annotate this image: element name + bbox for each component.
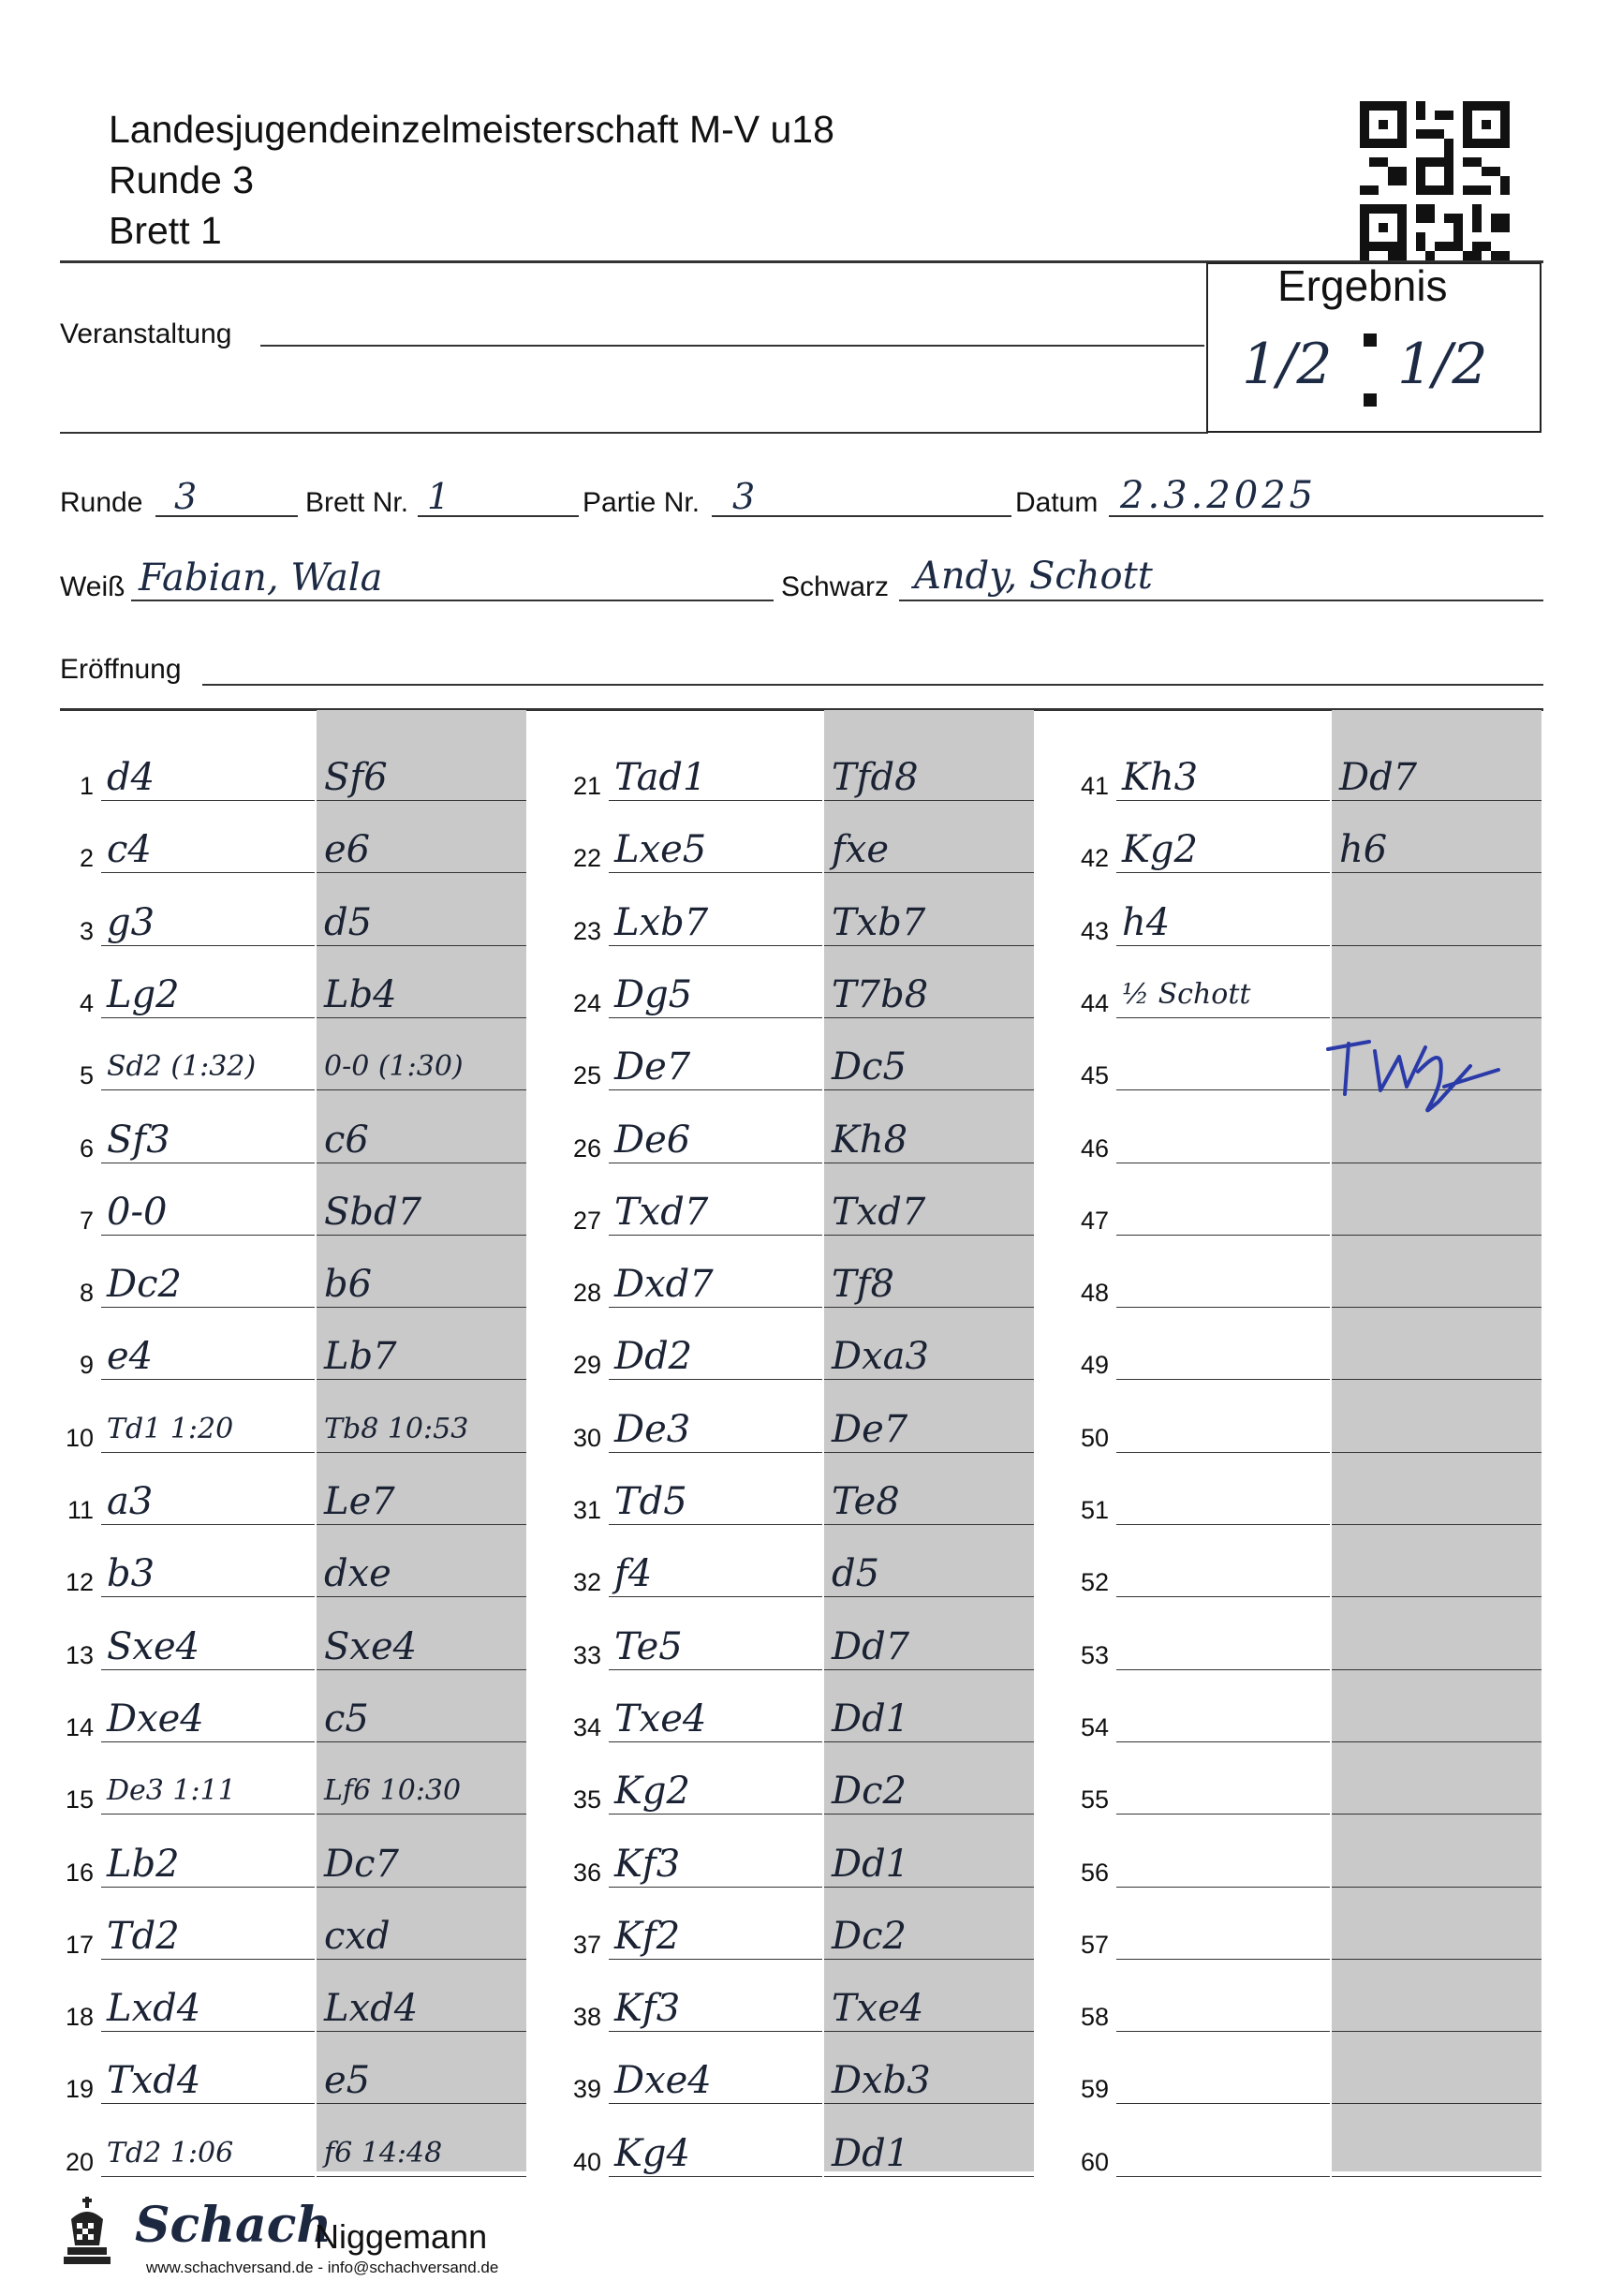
result-label: Ergebnis xyxy=(1277,261,1448,310)
white-move-line xyxy=(609,2176,822,2177)
black-move-line xyxy=(824,2103,1034,2104)
move-number: 39 xyxy=(572,2075,601,2103)
game-label: Partie Nr. xyxy=(583,487,701,518)
board-label: Brett Nr. xyxy=(305,487,409,518)
white-move-line xyxy=(609,1741,822,1742)
white-move[interactable]: De7 xyxy=(614,1045,691,1089)
white-move-line xyxy=(101,1669,315,1670)
result-separator-2 xyxy=(1364,393,1377,407)
white-move[interactable]: h4 xyxy=(1122,901,1171,944)
black-move[interactable]: e6 xyxy=(324,828,371,871)
black-move[interactable]: b6 xyxy=(324,1263,373,1306)
black-move-line xyxy=(1332,1959,1542,1960)
white-value[interactable]: Fabian, Wala xyxy=(139,556,383,600)
move-number: 42 xyxy=(1080,844,1109,872)
white-move-line xyxy=(101,1959,315,1960)
white-move-line xyxy=(609,1814,822,1815)
opening-field[interactable] xyxy=(202,684,1543,686)
white-move-line xyxy=(609,1379,822,1380)
black-move-line xyxy=(317,1524,526,1525)
black-move-line xyxy=(824,2031,1034,2032)
round-label: Runde xyxy=(60,487,143,518)
white-field xyxy=(131,600,774,601)
white-move-line xyxy=(609,800,822,801)
black-move[interactable]: Dxa3 xyxy=(832,1335,929,1378)
black-move-line xyxy=(824,1524,1034,1525)
header-title-line-2: Runde 3 xyxy=(109,158,255,201)
black-moves-shade-col-3 xyxy=(1332,710,1542,2171)
move-number: 11 xyxy=(66,1496,94,1524)
black-move[interactable]: Txd7 xyxy=(832,1191,926,1234)
white-move-line xyxy=(101,945,315,946)
white-move[interactable]: Sd2 (1:32) xyxy=(107,1050,257,1083)
white-move[interactable]: Txe4 xyxy=(614,1697,707,1741)
black-move-line xyxy=(317,2103,526,2104)
white-move-line xyxy=(609,1307,822,1308)
move-number: 30 xyxy=(572,1424,601,1452)
black-move-line xyxy=(824,1669,1034,1670)
move-number: 31 xyxy=(572,1496,601,1524)
white-move-line xyxy=(609,1887,822,1888)
white-move[interactable]: c4 xyxy=(107,828,152,871)
white-move[interactable]: a3 xyxy=(107,1480,154,1523)
black-move[interactable]: Dd1 xyxy=(832,2132,910,2175)
white-move-line xyxy=(609,1235,822,1236)
black-move[interactable]: Dd1 xyxy=(832,1697,910,1741)
black-move-line xyxy=(824,1887,1034,1888)
white-move-line xyxy=(1116,1089,1330,1090)
white-move[interactable]: Tad1 xyxy=(614,756,707,799)
move-number: 38 xyxy=(572,2003,601,2031)
white-move[interactable]: De6 xyxy=(614,1118,691,1162)
white-move-line xyxy=(1116,1307,1330,1308)
move-number: 52 xyxy=(1080,1568,1109,1596)
black-move[interactable]: Lxd4 xyxy=(324,1987,419,2030)
qr-code xyxy=(1360,101,1510,260)
black-move-line xyxy=(824,945,1034,946)
black-move[interactable]: Lf6 10:30 xyxy=(324,1774,462,1807)
black-move-line xyxy=(317,1741,526,1742)
black-move[interactable]: Te8 xyxy=(832,1480,900,1523)
black-move-line xyxy=(1332,1887,1542,1888)
white-move-line xyxy=(1116,945,1330,946)
event-label: Veranstaltung xyxy=(60,318,232,349)
white-move[interactable]: Kf3 xyxy=(614,1843,681,1886)
move-number: 51 xyxy=(1080,1496,1109,1524)
white-move-line xyxy=(101,872,315,873)
white-move-line xyxy=(609,1669,822,1670)
white-move[interactable]: Td2 xyxy=(107,1915,180,1958)
black-move-line xyxy=(824,1089,1034,1090)
white-move-line xyxy=(101,1235,315,1236)
white-move-line xyxy=(101,1089,315,1090)
move-number: 7 xyxy=(79,1207,94,1235)
black-move-line xyxy=(317,945,526,946)
black-move[interactable]: Txb7 xyxy=(832,901,926,944)
move-number: 53 xyxy=(1080,1641,1109,1669)
black-move[interactable]: f6 14:48 xyxy=(324,2137,443,2170)
black-move-line xyxy=(317,1089,526,1090)
black-move-line xyxy=(1332,945,1542,946)
move-number: 27 xyxy=(572,1207,601,1235)
white-move[interactable]: Kg4 xyxy=(614,2132,690,2175)
white-move-line xyxy=(1116,872,1330,873)
result-black[interactable]: 1/2 xyxy=(1397,332,1488,397)
black-move-line xyxy=(1332,1017,1542,1018)
white-move-line xyxy=(101,1741,315,1742)
date-field xyxy=(1109,515,1543,517)
black-move-line xyxy=(317,2176,526,2177)
white-move-line xyxy=(609,1596,822,1597)
black-move[interactable]: Dd1 xyxy=(832,1843,910,1886)
header-title-line-3: Brett 1 xyxy=(109,209,222,252)
black-move[interactable]: dxe xyxy=(324,1552,391,1595)
black-move[interactable]: d5 xyxy=(832,1552,880,1595)
white-move-line xyxy=(609,2031,822,2032)
move-number: 33 xyxy=(572,1641,601,1669)
date-value[interactable]: 2.3.2025 xyxy=(1120,474,1318,517)
white-move[interactable]: Td5 xyxy=(614,1480,687,1523)
white-move[interactable]: 0-0 xyxy=(107,1191,168,1234)
white-move-line xyxy=(101,1307,315,1308)
move-number: 23 xyxy=(572,917,601,945)
move-number: 60 xyxy=(1080,2148,1109,2176)
black-move-line xyxy=(1332,2103,1542,2104)
white-move[interactable]: Dd2 xyxy=(614,1335,693,1378)
move-number: 4 xyxy=(79,989,94,1017)
black-move[interactable]: c6 xyxy=(324,1118,369,1162)
white-move[interactable]: Dg5 xyxy=(614,973,693,1016)
black-move-line xyxy=(1332,1235,1542,1236)
black-move-line xyxy=(1332,800,1542,801)
white-move[interactable]: Kh3 xyxy=(1122,756,1199,799)
move-number: 12 xyxy=(65,1568,94,1596)
black-move-line xyxy=(1332,1741,1542,1742)
move-number: 44 xyxy=(1080,989,1109,1017)
black-move-line xyxy=(317,872,526,873)
move-number: 56 xyxy=(1080,1859,1109,1887)
event-field[interactable] xyxy=(260,345,1204,347)
white-move-line xyxy=(101,2176,315,2177)
move-number: 14 xyxy=(65,1713,94,1741)
board-field xyxy=(418,515,579,517)
move-number: 3 xyxy=(79,917,94,945)
header-title-line-1: Landesjugendeinzelmeisterschaft M-V u18 xyxy=(109,108,834,151)
round-field xyxy=(155,515,298,517)
opening-label: Eröffnung xyxy=(60,654,182,685)
black-move-line xyxy=(1332,1379,1542,1380)
move-number: 49 xyxy=(1080,1351,1109,1379)
black-move-line xyxy=(824,800,1034,801)
white-move-line xyxy=(1116,1379,1330,1380)
move-number: 55 xyxy=(1080,1785,1109,1814)
black-move[interactable]: Tf8 xyxy=(832,1263,894,1306)
black-move-line xyxy=(317,1887,526,1888)
move-number: 15 xyxy=(65,1785,94,1814)
black-move-line xyxy=(317,2031,526,2032)
black-move-line xyxy=(824,1235,1034,1236)
black-move[interactable]: Sf6 xyxy=(324,756,388,799)
white-move[interactable]: Lb2 xyxy=(107,1843,180,1886)
black-move-line xyxy=(317,1669,526,1670)
white-move-line xyxy=(609,1452,822,1453)
black-move-line xyxy=(317,800,526,801)
move-number: 9 xyxy=(79,1351,94,1379)
white-move[interactable]: Lg2 xyxy=(107,973,180,1016)
white-move-line xyxy=(101,1452,315,1453)
white-move[interactable]: Kf3 xyxy=(614,1987,681,2030)
white-move-line xyxy=(1116,1814,1330,1815)
black-move[interactable]: Dd7 xyxy=(832,1625,910,1668)
white-move[interactable]: Txd7 xyxy=(614,1191,709,1234)
black-move-line xyxy=(1332,2176,1542,2177)
black-move-line xyxy=(317,1452,526,1453)
white-move-line xyxy=(1116,1017,1330,1018)
move-number: 48 xyxy=(1080,1279,1109,1307)
black-move[interactable]: Le7 xyxy=(324,1480,395,1523)
white-move[interactable]: Kg2 xyxy=(1122,828,1198,871)
black-value[interactable]: Andy, Schott xyxy=(914,555,1153,598)
signature-scribble xyxy=(1320,1029,1508,1141)
black-move-line xyxy=(824,1379,1034,1380)
white-move-line xyxy=(1116,2031,1330,2032)
white-move-line xyxy=(1116,800,1330,801)
white-move-line xyxy=(101,2103,315,2104)
white-move-line xyxy=(101,1379,315,1380)
move-number: 28 xyxy=(572,1279,601,1307)
move-number: 41 xyxy=(1080,772,1109,800)
black-move[interactable]: d5 xyxy=(324,901,373,944)
black-move-line xyxy=(317,1017,526,1018)
footer-contact: www.schachversand.de - info@schachversand.de xyxy=(146,2259,499,2276)
white-move[interactable]: Lxd4 xyxy=(107,1987,201,2030)
event-field-line-2 xyxy=(60,432,1208,434)
black-move-line xyxy=(317,1596,526,1597)
black-move-line xyxy=(1332,1669,1542,1670)
move-number: 18 xyxy=(65,2003,94,2031)
move-number: 36 xyxy=(572,1859,601,1887)
white-move[interactable]: Dxe4 xyxy=(107,1697,204,1741)
move-number: 43 xyxy=(1080,917,1109,945)
black-move-line xyxy=(1332,1307,1542,1308)
white-move[interactable]: Dc2 xyxy=(107,1263,182,1306)
white-move[interactable]: Kf2 xyxy=(614,1915,681,1958)
move-number: 5 xyxy=(79,1061,94,1089)
black-move-line xyxy=(824,1814,1034,1815)
move-number: 45 xyxy=(1080,1061,1109,1089)
white-move[interactable]: f4 xyxy=(614,1552,653,1595)
black-move[interactable]: De7 xyxy=(832,1408,908,1451)
white-move[interactable]: g3 xyxy=(107,901,155,944)
result-white[interactable]: 1/2 xyxy=(1242,332,1333,397)
round-value[interactable]: 3 xyxy=(174,476,198,517)
black-move[interactable]: Dd7 xyxy=(1339,756,1418,799)
white-move-line xyxy=(101,800,315,801)
white-move-line xyxy=(1116,2103,1330,2104)
white-move[interactable]: Txd4 xyxy=(107,2059,201,2102)
black-move[interactable]: 0-0 (1:30) xyxy=(324,1050,464,1083)
white-move-line xyxy=(609,1089,822,1090)
black-move[interactable]: Dc2 xyxy=(832,1770,907,1813)
move-number: 35 xyxy=(572,1785,601,1814)
move-number: 32 xyxy=(572,1568,601,1596)
black-move[interactable]: h6 xyxy=(1339,828,1388,871)
white-move[interactable]: Lxe5 xyxy=(614,828,707,871)
white-move[interactable]: De3 xyxy=(614,1408,691,1451)
black-move-line xyxy=(1332,1814,1542,1815)
black-move-line xyxy=(824,1596,1034,1597)
white-move[interactable]: Dxd7 xyxy=(614,1263,714,1306)
black-move-line xyxy=(1332,1524,1542,1525)
game-field xyxy=(712,515,1011,517)
white-move-line xyxy=(101,1017,315,1018)
white-move-line xyxy=(101,1814,315,1815)
black-move-line xyxy=(317,1959,526,1960)
black-move-line xyxy=(824,1017,1034,1018)
move-number: 22 xyxy=(572,844,601,872)
date-label: Datum xyxy=(1015,487,1099,518)
black-move[interactable]: Kh8 xyxy=(832,1118,908,1162)
black-move[interactable]: Lb4 xyxy=(324,973,397,1016)
black-move[interactable]: Sbd7 xyxy=(324,1191,422,1234)
black-move-line xyxy=(824,2176,1034,2177)
move-number: 24 xyxy=(572,989,601,1017)
move-number: 37 xyxy=(572,1931,601,1959)
white-move[interactable]: Sf3 xyxy=(107,1118,170,1162)
black-move-line xyxy=(317,1379,526,1380)
black-move[interactable]: e5 xyxy=(324,2059,371,2102)
move-number: 47 xyxy=(1080,1207,1109,1235)
board-value[interactable]: 1 xyxy=(427,476,450,517)
move-number: 26 xyxy=(572,1134,601,1163)
white-move[interactable]: e4 xyxy=(107,1335,154,1378)
black-move[interactable]: c5 xyxy=(324,1697,369,1741)
move-number: 13 xyxy=(65,1641,94,1669)
black-move[interactable]: fxe xyxy=(832,828,890,871)
move-number: 2 xyxy=(79,844,94,872)
move-number: 1 xyxy=(79,772,94,800)
black-move-line xyxy=(824,872,1034,873)
white-move[interactable]: Lxb7 xyxy=(614,901,709,944)
white-move[interactable]: Sxe4 xyxy=(107,1625,200,1668)
move-number: 46 xyxy=(1080,1134,1109,1163)
move-number: 50 xyxy=(1080,1424,1109,1452)
black-move-line xyxy=(824,1307,1034,1308)
white-move-line xyxy=(1116,1741,1330,1742)
black-move-line xyxy=(824,1452,1034,1453)
moves-top-rule xyxy=(60,708,1543,711)
black-move[interactable]: Sxe4 xyxy=(324,1625,418,1668)
white-move[interactable]: Td2 1:06 xyxy=(107,2137,234,2170)
white-move-line xyxy=(1116,1235,1330,1236)
white-move-line xyxy=(1116,1959,1330,1960)
move-number: 17 xyxy=(65,1931,94,1959)
white-move-line xyxy=(1116,1524,1330,1525)
move-number: 21 xyxy=(572,772,601,800)
black-move-line xyxy=(824,1959,1034,1960)
white-move-line xyxy=(101,1524,315,1525)
white-label: Weiß xyxy=(60,571,125,602)
move-number: 19 xyxy=(65,2075,94,2103)
move-number: 59 xyxy=(1080,2075,1109,2103)
white-move-line xyxy=(1116,1452,1330,1453)
move-number: 8 xyxy=(79,1279,94,1307)
white-move-line xyxy=(101,1887,315,1888)
white-move-line xyxy=(609,2103,822,2104)
white-move-line xyxy=(1116,1596,1330,1597)
white-move-line xyxy=(609,1524,822,1525)
white-move[interactable]: Td1 1:20 xyxy=(107,1413,234,1445)
black-move-line xyxy=(1332,1596,1542,1597)
white-move-line xyxy=(1116,2176,1330,2177)
black-move-line xyxy=(1332,1452,1542,1453)
white-move-line xyxy=(1116,1887,1330,1888)
move-number: 40 xyxy=(572,2148,601,2176)
black-move[interactable]: Tfd8 xyxy=(832,756,919,799)
black-move[interactable]: Dc5 xyxy=(832,1045,907,1089)
black-move-line xyxy=(317,1235,526,1236)
black-move-line xyxy=(1332,2031,1542,2032)
move-number: 16 xyxy=(65,1859,94,1887)
move-number: 29 xyxy=(572,1351,601,1379)
white-move-line xyxy=(609,945,822,946)
white-move[interactable]: Te5 xyxy=(614,1625,683,1668)
move-number: 25 xyxy=(572,1061,601,1089)
move-number: 20 xyxy=(65,2148,94,2176)
black-move[interactable]: T7b8 xyxy=(832,973,929,1016)
black-move-line xyxy=(824,1741,1034,1742)
white-move[interactable]: d4 xyxy=(107,756,155,799)
brand-script: Schach xyxy=(135,2197,332,2254)
white-move[interactable]: b3 xyxy=(107,1552,155,1595)
move-number: 10 xyxy=(65,1424,94,1452)
move-number: 34 xyxy=(572,1713,601,1741)
black-move-line xyxy=(317,1814,526,1815)
chess-king-logo-icon xyxy=(60,2197,114,2270)
move-number: 54 xyxy=(1080,1713,1109,1741)
black-move[interactable]: Lb7 xyxy=(324,1335,397,1378)
black-move-line xyxy=(1332,872,1542,873)
move-number: 6 xyxy=(79,1134,94,1163)
white-move[interactable]: ½ Schott xyxy=(1122,978,1251,1011)
black-label: Schwarz xyxy=(781,571,890,602)
white-move-line xyxy=(101,1596,315,1597)
black-move[interactable]: Dc7 xyxy=(324,1843,399,1886)
black-move-line xyxy=(317,1307,526,1308)
result-separator xyxy=(1364,333,1377,347)
white-move-line xyxy=(609,1017,822,1018)
black-move[interactable]: Dxb3 xyxy=(832,2059,931,2102)
game-value[interactable]: 3 xyxy=(732,476,756,517)
white-move-line xyxy=(101,2031,315,2032)
white-move[interactable]: Dxe4 xyxy=(614,2059,712,2102)
white-move[interactable]: Kg2 xyxy=(614,1770,690,1813)
black-move[interactable]: Tb8 10:53 xyxy=(324,1413,469,1445)
black-move[interactable]: Txe4 xyxy=(832,1987,924,2030)
white-move-line xyxy=(609,1959,822,1960)
brand-name: Niggemann xyxy=(315,2217,488,2256)
move-number: 57 xyxy=(1080,1931,1109,1959)
black-move[interactable]: Dc2 xyxy=(832,1915,907,1958)
white-move-line xyxy=(1116,1669,1330,1670)
black-field xyxy=(899,600,1543,601)
move-number: 58 xyxy=(1080,2003,1109,2031)
black-move[interactable]: cxd xyxy=(324,1915,391,1958)
white-move-line xyxy=(609,872,822,873)
white-move[interactable]: De3 1:11 xyxy=(107,1774,236,1807)
